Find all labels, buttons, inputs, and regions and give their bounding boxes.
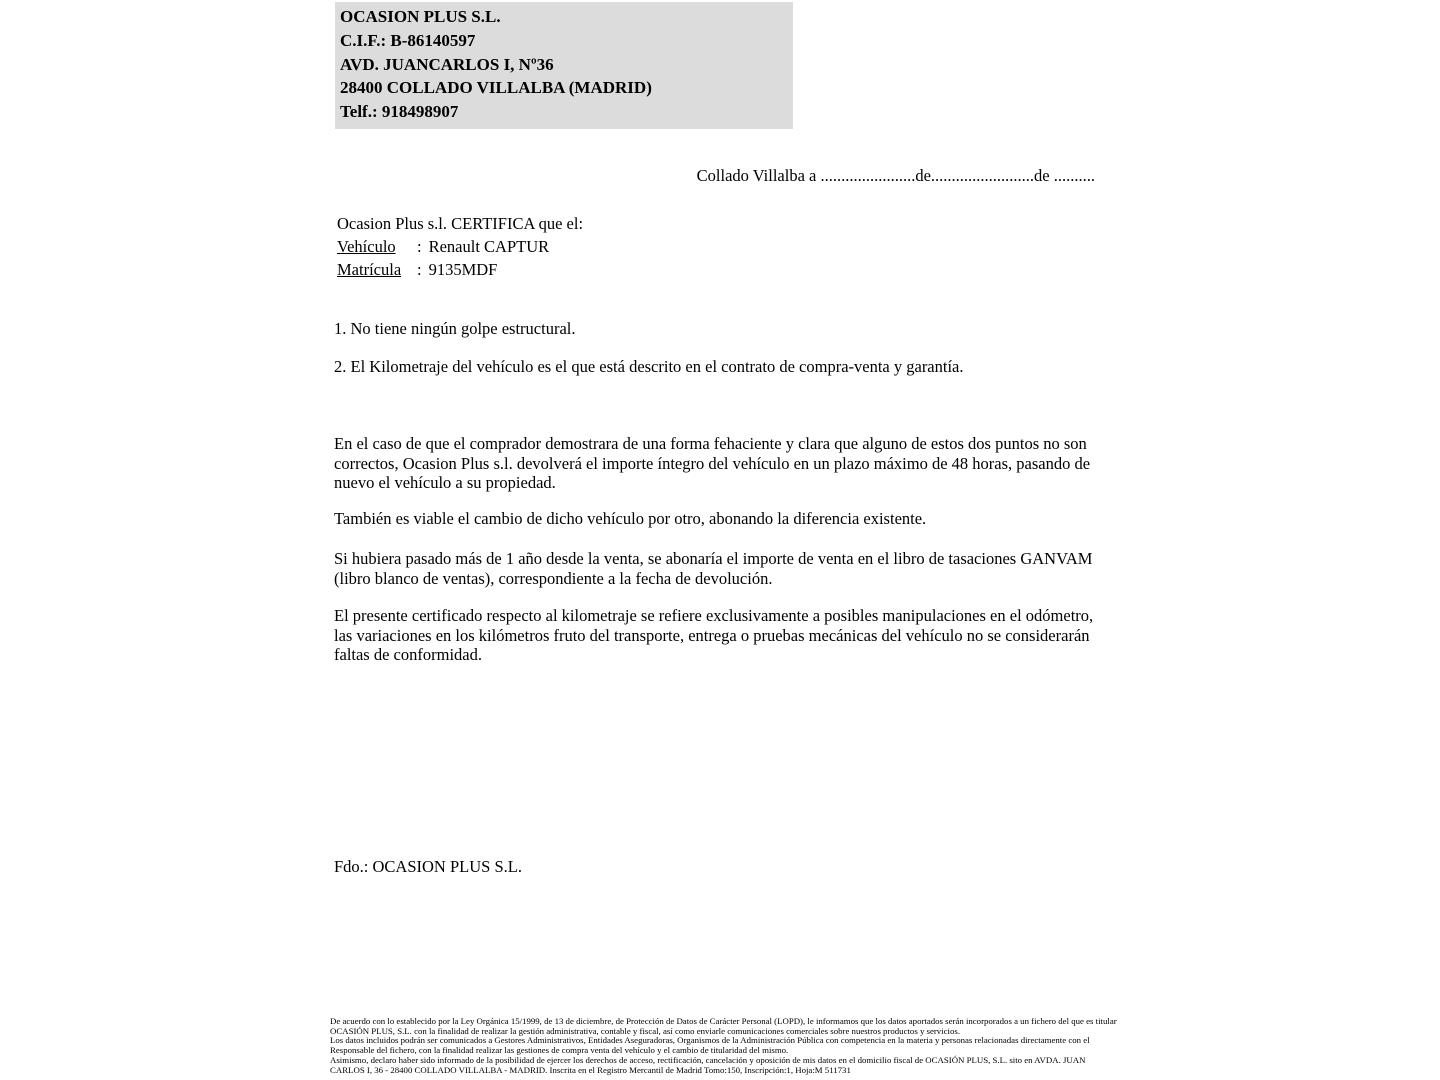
company-name: OCASION PLUS S.L. (340, 7, 501, 26)
signature-line: Fdo.: OCASION PLUS S.L. (334, 857, 522, 876)
plate-separator: : (417, 260, 422, 279)
paragraph-ganvam: Si hubiera pasado más de 1 año desde la venta, se abonaría el importe de venta en el libro de tasaciones GANVAM (libro blanco de ventas), correspondiente a la fecha de devolución. (334, 549, 1093, 588)
letterhead-box (335, 2, 793, 129)
plate-field (337, 258, 583, 281)
paragraph-refund: En el caso de que el comprador demostrara de una forma fehaciente y clara que alguno de estos dos puntos no son correctos, Ocasion Plus s.l. devolverá el importe íntegro del vehículo en un plazo máximo de 48 horas, pasando de nuevo el vehículo a su propiedad. (334, 434, 1091, 493)
fineprint-line: De acuerdo con lo establecido por la Ley Orgánica 15/1999, de 13 de diciembre, de Protección de Datos de Carácter Personal (LOPD), le informamos que los datos aportados serán incorporados a un fichero del que es titular (330, 1016, 1117, 1026)
vehicle-field (337, 235, 583, 258)
plate-label: Matrícula (337, 260, 402, 279)
fineprint-line: CARLOS I, 36 - 28400 COLLADO VILLALBA - MADRID. Inscrita en el Registro Mercantil de Madrid Tomo:150, Inscripción:1, Hoja:M 511731 (330, 1064, 851, 1075)
fineprint-line: OCASIÓN PLUS, S.L. con la finalidad de realizar la gestión administrativa, contable y fiscal, así como enviarle comunicaciones comerciales sobre nuestros productos y servicios. (330, 1025, 961, 1036)
company-address: AVD. JUANCARLOS I, Nº36 (340, 54, 554, 74)
fineprint-line: Asimismo, declaro haber sido informado de la posibilidad de ejercer los derechos de acceso, rectificación, cancelación y oposición de mis datos en el domicilio fiscal de OCASIÓN PLUS, S.L. sito en AVDA. JUAN (330, 1054, 1086, 1065)
certify-intro: Ocasion Plus s.l. CERTIFICA que el: (337, 214, 584, 233)
plate-value: 9135MDF (428, 260, 498, 279)
paragraph-odometer: El presente certificado respecto al kilometraje se refiere exclusivamente a posibles manipulaciones en el odómetro, las variaciones en los kilómetros fruto del transporte, entrega o pruebas mecánicas del vehículo no se considerarán faltas de conformidad. (334, 606, 1094, 665)
company-cif: C.I.F.: B-86140597 (340, 30, 476, 50)
vehicle-value: Renault CAPTUR (428, 237, 550, 256)
paragraph-exchange: También es viable el cambio de dicho vehículo por otro, abonando la diferencia existente. (334, 509, 927, 528)
fineprint-line: Los datos incluidos podrán ser comunicados a Gestores Administrativos, Entidades Aseguradoras, Organismos de la Administración Pública con competencia en la materia y personas relacionadas directamente con el (330, 1035, 1090, 1046)
certification-block (337, 212, 583, 281)
clause-1: 1. No tiene ningún golpe estructural. (334, 319, 576, 338)
vehicle-label: Vehículo (337, 237, 396, 256)
vehicle-separator: : (417, 237, 422, 256)
date-line: Collado Villalba a .......................de.........................de .......... (696, 166, 1095, 185)
fineprint-line: Responsable del fichero, con la finalidad realizar las gestiones de compra venta del vehículo y el cambio de titularidad del mismo. (330, 1045, 789, 1056)
lopd-fineprint (330, 1017, 1120, 1075)
clause-2: 2. El Kilometraje del vehículo es el que está descrito en el contrato de compra-venta y garantía. (334, 357, 964, 376)
company-phone: Telf.: 918498907 (340, 102, 459, 122)
company-city: 28400 COLLADO VILLALBA (MADRID) (340, 78, 652, 98)
